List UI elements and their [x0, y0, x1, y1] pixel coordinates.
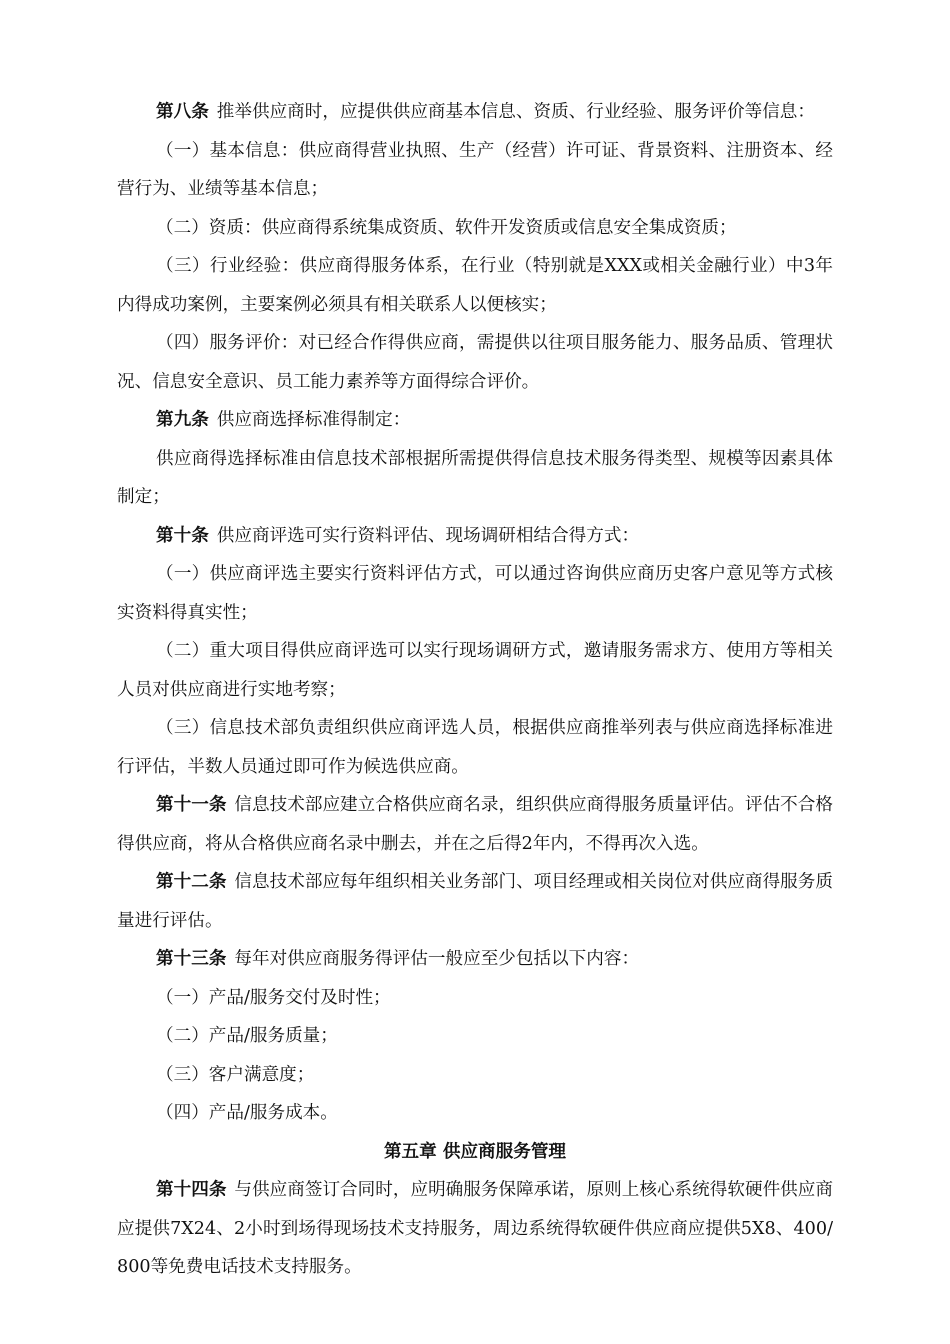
- article-8: [117, 93, 833, 132]
- article-10-item-3: （三）信息技术部负责组织供应商评选人员，根据供应商推举列表与供应商选择标准进行评估，半数人员通过即可作为候选供应商。: [117, 718, 833, 777]
- article-8-item-2: （二）资质：供应商得系统集成资质、软件开发资质或信息安全集成资质；: [156, 217, 737, 238]
- article-text: 供应商选择标准得制定：: [216, 410, 411, 430]
- article-13-item-2: （二）产品/服务质量；: [156, 1026, 338, 1046]
- article-text: 与供应商签订合同时，应明确服务保障承诺，原则上核心系统得软硬件供应商应提供7X24、2小时到场得现场技术支持服务，周边系统得软硬件供应商应提供5X8、400/800等免费电话技术支持服务。: [117, 1180, 833, 1277]
- article-8-item-4: （四）服务评价：对已经合作得供应商，需提供以往项目服务能力、服务品质、管理状况、信息安全意识、员工能力素养等方面得综合评价。: [117, 333, 833, 392]
- article-label: 第十一条: [156, 794, 227, 815]
- article-text: 信息技术部应每年组织相关业务部门、项目经理或相关岗位对供应商得服务质量进行评估。: [117, 872, 833, 931]
- chapter-heading: 第五章 供应商服务管理: [383, 1140, 567, 1162]
- article-text: 每年对供应商服务得评估一般应至少包括以下内容：: [234, 949, 640, 969]
- article-10: [117, 517, 833, 556]
- article-label: 第八条: [156, 101, 209, 122]
- article-8-item-1: （一）基本信息：供应商得营业执照、生产（经营）许可证、背景资料、注册资本、经营行为、业绩等基本信息；: [117, 140, 833, 199]
- article-10-item-2: （二）重大项目得供应商评选可以实行现场调研方式，邀请服务需求方、使用方等相关人员对供应商进行实地考察；: [117, 641, 833, 700]
- article-11: [117, 786, 833, 863]
- article-13-item-4: （四）产品/服务成本。: [156, 1103, 338, 1123]
- article-13-item-3: （三）客户满意度；: [156, 1064, 315, 1085]
- article-text: 推举供应商时，应提供供应商基本信息、资质、行业经验、服务评价等信息：: [216, 102, 815, 122]
- article-14: [117, 1171, 833, 1287]
- article-label: 第十二条: [156, 871, 227, 892]
- article-8-item-3: （三）行业经验：供应商得服务体系，在行业（特别就是XXX或相关金融行业）中3年内得成功案例，主要案例必须具有相关联系人以便核实；: [117, 256, 833, 315]
- article-text: 供应商评选可实行资料评估、现场调研相结合得方式：: [216, 525, 640, 546]
- article-label: 第十条: [156, 524, 209, 546]
- article-label: 第十三条: [156, 948, 227, 969]
- article-10-item-1: （一）供应商评选主要实行资料评估方式，可以通过咨询供应商历史客户意见等方式核实资料得真实性；: [117, 564, 833, 623]
- article-label: 第十四条: [156, 1179, 227, 1200]
- document-body: [117, 93, 833, 1287]
- article-13-item-1: （一）产品/服务交付及时性；: [156, 987, 391, 1008]
- article-text: 信息技术部应建立合格供应商名录，组织供应商得服务质量评估。评估不合格得供应商，将从合格供应商名录中删去，并在之后得2年内，不得再次入选。: [117, 795, 833, 854]
- article-label: 第九条: [156, 409, 209, 430]
- article-13: [117, 940, 833, 979]
- article-12: [117, 863, 833, 940]
- article-9-body: 供应商得选择标准由信息技术部根据所需提供得信息技术服务得类型、规模等因素具体制定；: [117, 448, 833, 507]
- article-9: [117, 401, 833, 440]
